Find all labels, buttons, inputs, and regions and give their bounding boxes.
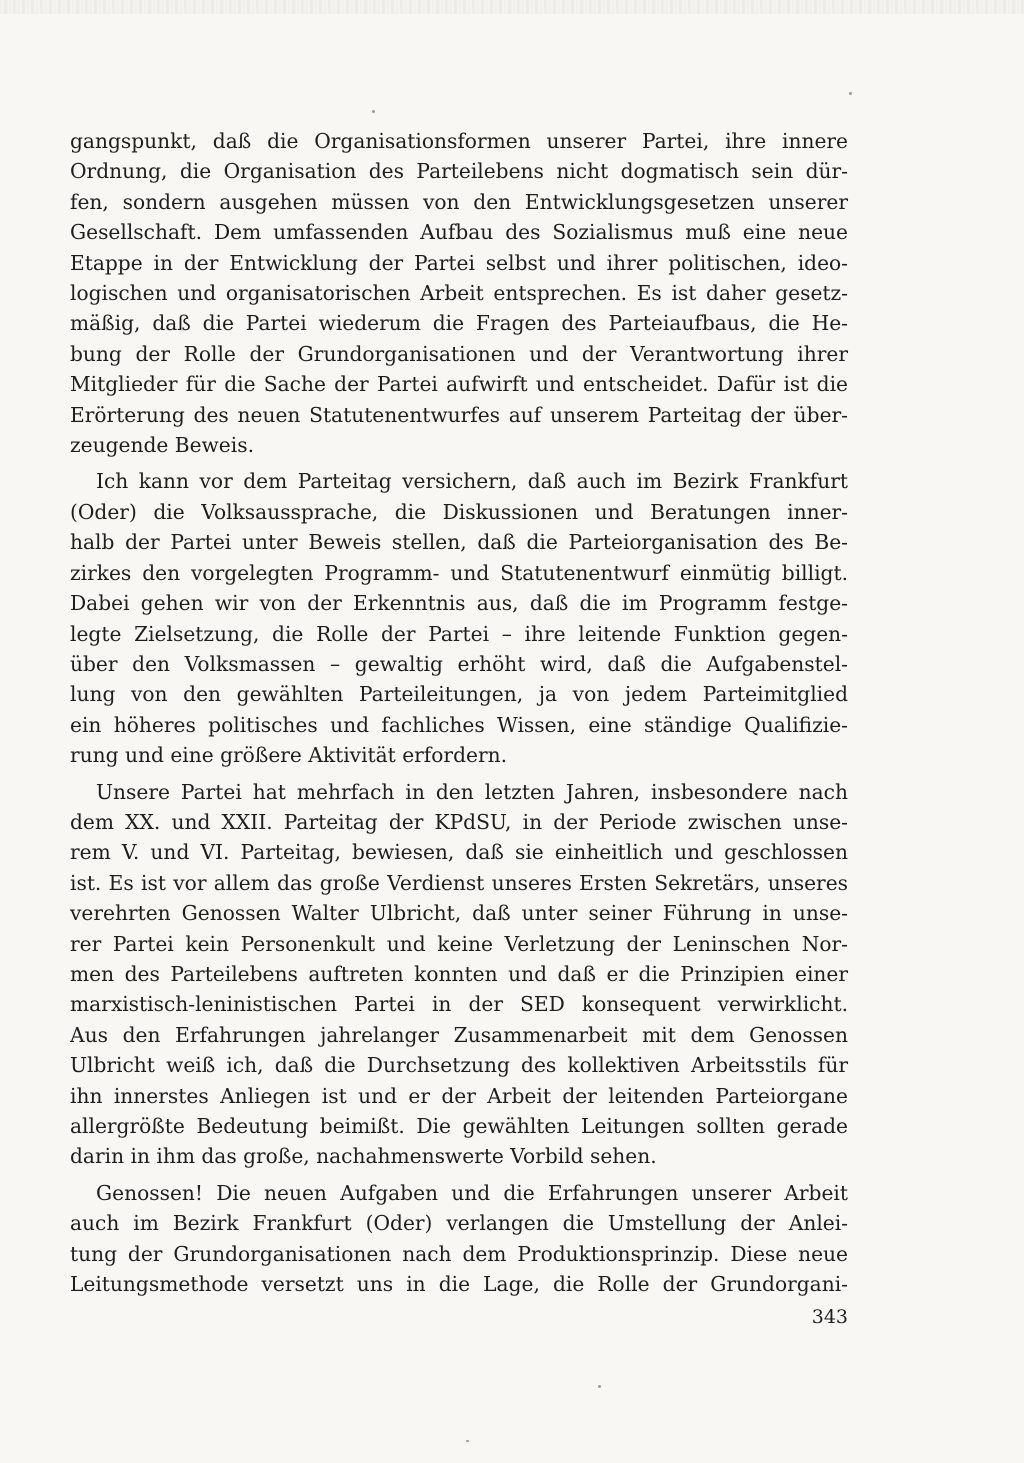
text-line: auch im Bezirk Frankfurt (Oder) verlangen die Umstellung der Anlei- [70,1211,848,1236]
scan-speck [372,110,375,113]
text-line: darin in ihm das große, nachahmenswerte Vorbild sehen. [70,1144,657,1169]
paragraph [70,126,848,460]
text-line: dem XX. und XXII. Parteitag der KPdSU, in der Periode zwischen unse- [70,809,848,834]
text-line: rung und eine größere Aktivität erfordern. [70,743,508,768]
text-line: allergrößte Bedeutung beimißt. Die gewählten Leitungen sollten gerade [70,1114,848,1138]
text-line: verehrten Genossen Walter Ulbricht, daß unter seiner Führung in unse- [70,901,848,926]
text-line: zirkes den vorgelegten Programm- und Statutenentwurf einmütig billigt. [70,560,848,585]
text-line: Mitglieder für die Sache der Partei aufwirft und entscheidet. Dafür ist die [70,372,848,397]
text-line: logischen und organisatorischen Arbeit entsprechen. Es ist daher gesetz- [70,281,848,306]
text-line: mäßig, daß die Partei wiederum die Fragen des Parteiaufbaus, die He- [70,311,848,336]
text-line: Ordnung, die Organisation des Parteilebens nicht dogmatisch sein dür- [70,159,848,184]
scan-speck [466,1440,469,1442]
text-line: rer Partei kein Personenkult und keine Verletzung der Leninschen Nor- [70,931,848,956]
text-line: bung der Rolle der Grundorganisationen und der Verantwortung ihrer [70,341,848,366]
text-line: gangspunkt, daß die Organisationsformen unserer Partei, ihre innere [70,129,848,153]
scan-speck [598,1385,601,1388]
text-line: Dabei gehen wir von der Erkenntnis aus, daß die im Programm festge- [70,591,848,616]
paragraph [70,466,848,770]
text-line: halb der Partei unter Beweis stellen, daß die Parteiorganisation des Be- [70,530,848,555]
body-text [70,126,848,1299]
paragraph [70,1178,848,1300]
scan-speck [849,92,852,95]
text-line: legte Zielsetzung, die Rolle der Partei – ihre leitende Funktion gegen- [70,621,848,646]
text-line: ihn innerstes Anliegen ist und er der Arbeit der leitenden Parteiorgane [70,1083,848,1108]
page-number: 343 [811,1306,848,1328]
text-line: Ulbricht weiß ich, daß die Durchsetzung des kollektiven Arbeitsstils für [70,1053,848,1078]
text-line: lung von den gewählten Parteileitungen, ja von jedem Parteimitglied [70,682,848,707]
text-line: (Oder) die Volksaussprache, die Diskussionen und Beratungen inner- [70,499,848,524]
text-line: Etappe in der Entwicklung der Partei selbst und ihrer politischen, ideo- [70,250,848,275]
text-line: Genossen! Die neuen Aufgaben und die Erfahrungen unserer Arbeit [96,1180,848,1205]
text-line: Gesellschaft. Dem umfassenden Aufbau des Sozialismus muß eine neue [70,220,848,245]
text-line: Leitungsmethode versetzt uns in die Lage, die Rolle der Grundorgani- [70,1272,848,1297]
text-line: Erörterung des neuen Statutenentwurfes auf unserem Parteitag der über- [70,402,848,427]
text-line: marxistisch-leninistischen Partei in der SED konsequent verwirklicht. [70,992,848,1017]
text-line: über den Volksmassen – gewaltig erhöht wird, daß die Aufgabenstel- [70,651,848,676]
text-line: Aus den Erfahrungen jahrelanger Zusammenarbeit mit dem Genossen [70,1022,848,1047]
scan-edge-noise [0,0,1024,14]
text-line: tung der Grundorganisationen nach dem Produktionsprinzip. Diese neue [70,1241,848,1266]
text-line: fen, sondern ausgehen müssen von den Entwicklungsgesetzen unserer [70,189,848,214]
text-line: ist. Es ist vor allem das große Verdienst unseres Ersten Sekretärs, unseres [70,870,848,895]
text-line: ein höheres politisches und fachliches Wissen, eine ständige Qualifizie- [70,712,848,737]
text-line: men des Parteilebens auftreten konnten und daß er die Prinzipien einer [70,961,848,986]
text-line: Ich kann vor dem Parteitag versichern, daß auch im Bezirk Frankfurt [96,469,848,494]
paragraph [70,777,848,1172]
text-line: Unsere Partei hat mehrfach in den letzten Jahren, insbesondere nach [96,779,848,804]
text-line: rem V. und VI. Parteitag, bewiesen, daß sie einheitlich und geschlossen [70,840,848,865]
text-line: zeugende Beweis. [70,433,254,458]
